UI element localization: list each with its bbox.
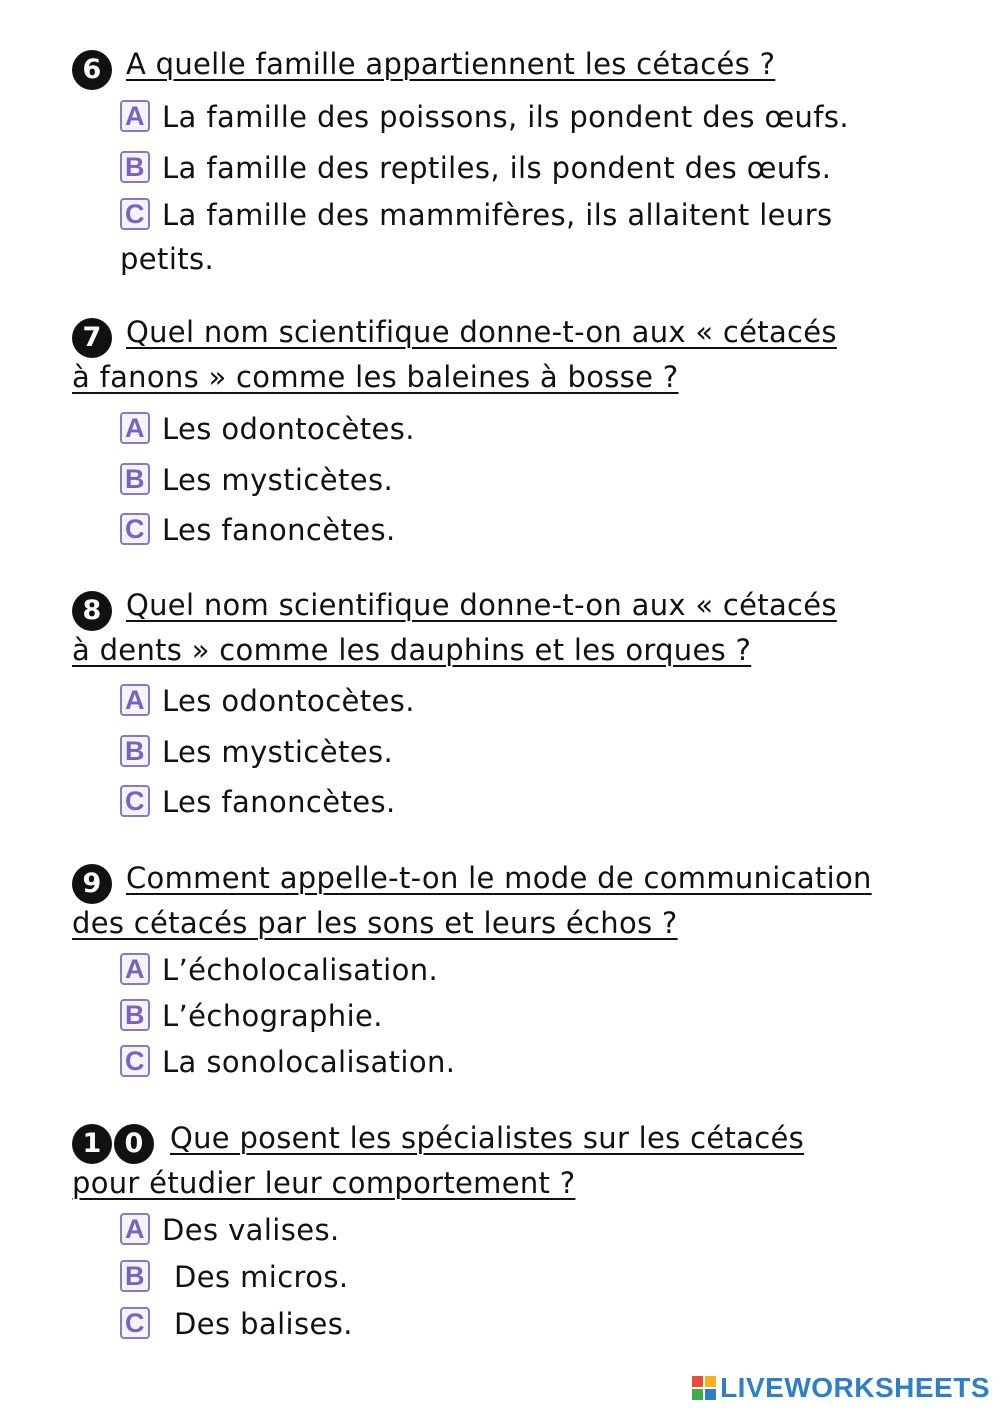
- option-a[interactable]: [120, 950, 980, 990]
- question-text: à dents » comme les dauphins et les orques ?: [72, 633, 752, 667]
- option-a[interactable]: [120, 409, 980, 449]
- question-title-line-2: [72, 901, 972, 946]
- option-letter-c[interactable]: C: [120, 1045, 150, 1077]
- question-number-digit: 1: [72, 1124, 112, 1164]
- question-text: Que posent les spécialistes sur les cétacés: [170, 1121, 805, 1155]
- option-letter-b[interactable]: B: [120, 999, 150, 1031]
- question-title-line-2: [72, 1161, 972, 1206]
- brand-name: LIVEWORKSHEETS: [720, 1372, 990, 1403]
- option-letter-c[interactable]: C: [120, 785, 150, 817]
- option-text: Les fanoncètes.: [162, 785, 396, 819]
- option-c[interactable]: [120, 782, 980, 822]
- option-text: L’écholocalisation.: [162, 953, 439, 987]
- question-number: 8: [72, 591, 112, 631]
- question-title: [72, 856, 972, 904]
- question-number: 9: [72, 864, 112, 904]
- option-b[interactable]: [120, 732, 980, 772]
- option-letter-b[interactable]: B: [120, 463, 150, 495]
- question-number-digit: 0: [114, 1124, 154, 1164]
- option-text: La famille des mammifères, ils allaitent leurs: [162, 198, 833, 232]
- option-text: La famille des poissons, ils pondent des œufs.: [162, 100, 850, 134]
- question-title: [72, 1116, 972, 1164]
- option-b[interactable]: [120, 460, 980, 500]
- option-text: Les odontocètes.: [162, 412, 415, 446]
- option-letter-c[interactable]: C: [120, 1307, 150, 1339]
- option-text: Des balises.: [174, 1307, 353, 1341]
- question-text: à fanons » comme les baleines à bosse ?: [72, 360, 679, 394]
- option-letter-b[interactable]: B: [120, 735, 150, 767]
- option-a[interactable]: [120, 1210, 980, 1250]
- liveworksheets-logo: [692, 1372, 990, 1404]
- option-text: Les mysticètes.: [162, 735, 394, 769]
- option-letter-a[interactable]: A: [120, 412, 150, 444]
- question-number: 6: [72, 50, 112, 90]
- question-title: [72, 310, 972, 358]
- option-letter-a[interactable]: A: [120, 684, 150, 716]
- option-text: Des valises.: [162, 1213, 340, 1247]
- option-a[interactable]: [120, 97, 980, 137]
- question-number: [72, 1124, 156, 1164]
- option-letter-a[interactable]: A: [120, 100, 150, 132]
- option-text: L’échographie.: [162, 999, 383, 1033]
- option-b[interactable]: [120, 148, 980, 188]
- option-b[interactable]: [120, 996, 980, 1036]
- question-text: Comment appelle-t-on le mode de communication: [126, 861, 872, 895]
- option-text: Les odontocètes.: [162, 684, 415, 718]
- option-c[interactable]: [120, 1042, 980, 1082]
- option-text: Les mysticètes.: [162, 463, 394, 497]
- option-letter-a[interactable]: A: [120, 953, 150, 985]
- option-c[interactable]: [120, 510, 980, 550]
- option-c[interactable]: [120, 195, 980, 235]
- option-text: La famille des reptiles, ils pondent des œufs.: [162, 151, 832, 185]
- option-c[interactable]: [120, 1304, 980, 1344]
- question-text: Quel nom scientifique donne-t-on aux « cétacés: [126, 588, 837, 622]
- option-letter-c[interactable]: C: [120, 513, 150, 545]
- question-number: 7: [72, 318, 112, 358]
- option-c-continuation: [120, 239, 980, 279]
- option-letter-b[interactable]: B: [120, 1260, 150, 1292]
- option-b[interactable]: [120, 1257, 980, 1297]
- question-text: des cétacés par les sons et leurs échos ?: [72, 906, 678, 940]
- logo-icon: [692, 1376, 716, 1400]
- option-letter-b[interactable]: B: [120, 151, 150, 183]
- question-text: pour étudier leur comportement ?: [72, 1166, 576, 1200]
- option-text: Des micros.: [174, 1260, 349, 1294]
- question-text: A quelle famille appartiennent les cétacés ?: [126, 47, 776, 81]
- option-letter-a[interactable]: A: [120, 1213, 150, 1245]
- option-text: Les fanoncètes.: [162, 513, 396, 547]
- question-title-line-2: [72, 628, 972, 673]
- option-text: La sonolocalisation.: [162, 1045, 456, 1079]
- question-title: [72, 583, 972, 631]
- option-a[interactable]: [120, 681, 980, 721]
- question-title-line-2: [72, 355, 972, 400]
- option-letter-c[interactable]: C: [120, 198, 150, 230]
- question-text: Quel nom scientifique donne-t-on aux « cétacés: [126, 315, 837, 349]
- option-text: petits.: [120, 242, 215, 276]
- question-title: [72, 42, 972, 90]
